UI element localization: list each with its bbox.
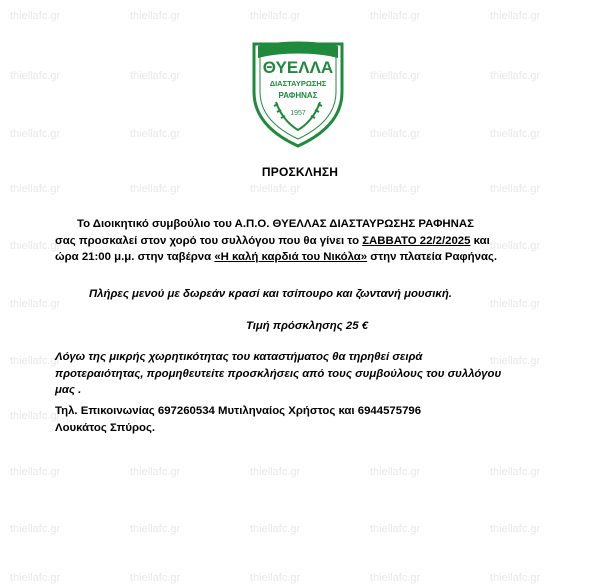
watermark: thiellafc.gr [10,355,61,367]
page-title: ΠΡΟΣΚΛΗΣΗ [261,165,339,179]
notice-line-1: Λόγω της μικρής χωρητικότητας του καταστήματος θα τηρηθεί σειρά [55,351,423,363]
watermark: thiellafc.gr [250,572,301,584]
watermark: thiellafc.gr [250,183,301,195]
intro-line-3 [55,249,497,266]
watermark: thiellafc.gr [370,70,421,82]
intro-text: ώρα 21:00 μ.μ. στην ταβέρνα [55,251,215,263]
club-crest-logo [250,40,346,148]
watermark: thiellafc.gr [490,298,541,310]
event-date: ΣΑΒΒΑΤΟ 22/2/2025 [362,234,471,247]
logo-line1: ΔΙΑΣΤΑΥΡΩΣΗΣ [269,79,327,88]
notice-paragraph [55,349,501,399]
intro-paragraph [55,216,497,266]
watermark: thiellafc.gr [490,128,541,140]
watermark: thiellafc.gr [370,183,421,195]
watermark: thiellafc.gr [490,240,541,252]
watermark: thiellafc.gr [10,466,61,478]
watermark: thiellafc.gr [490,10,541,22]
watermark: thiellafc.gr [490,355,541,367]
watermark: thiellafc.gr [130,572,181,584]
logo-line2: ΡΑΦΗΝΑΣ [278,91,318,100]
watermark: thiellafc.gr [10,10,61,22]
watermark: thiellafc.gr [490,572,541,584]
watermark: thiellafc.gr [250,523,301,535]
watermark: thiellafc.gr [10,410,61,422]
watermark: thiellafc.gr [10,240,61,252]
watermark: thiellafc.gr [10,183,61,195]
watermark: thiellafc.gr [490,70,541,82]
watermark: thiellafc.gr [370,128,421,140]
watermark: thiellafc.gr [10,298,61,310]
intro-line-1: Το Διοικητικό συμβούλιο του Α.Π.Ο. ΘΥΕΛΛΑΣ ΔΙΑΣΤΑΥΡΩΣΗΣ ΡΑΦΗΝΑΣ [77,218,474,230]
watermark: thiellafc.gr [490,183,541,195]
watermark: thiellafc.gr [370,10,421,22]
notice-line-3: μας . [55,384,82,396]
intro-text: και [470,234,490,247]
watermark: thiellafc.gr [250,10,301,22]
intro-text: στην πλατεία Ραφήνας. [367,251,498,263]
logo-name: ΘΥΕΛΛΑ [262,58,334,77]
watermark: thiellafc.gr [10,70,61,82]
intro-line-2 [55,233,497,250]
event-venue: «Η καλή καρδιά του Νικόλα» [214,251,368,263]
watermark: thiellafc.gr [130,70,181,82]
watermark: thiellafc.gr [130,523,181,535]
contact-paragraph [55,403,421,436]
watermark: thiellafc.gr [250,466,301,478]
price-line: Τιμή πρόσκλησης 25 € [246,320,369,332]
notice-line-2: προτεραιότητας, προμηθευτείτε προσκλήσεις από τους συμβούλους του συλλόγου [55,367,502,380]
watermark: thiellafc.gr [130,10,181,22]
watermark: thiellafc.gr [370,466,421,478]
contact-line-1: Τηλ. Επικοινωνίας 697260534 Μυτιληναίος Χρήστος και 6944575796 [55,405,422,417]
watermark: thiellafc.gr [10,572,61,584]
watermark: thiellafc.gr [370,572,421,584]
watermark: thiellafc.gr [130,128,181,140]
watermark: thiellafc.gr [10,128,61,140]
logo-year: 1957 [290,110,306,117]
watermark: thiellafc.gr [490,523,541,535]
watermark: thiellafc.gr [490,466,541,478]
watermark: thiellafc.gr [130,466,181,478]
contact-line-2: Λουκάτος Σπύρος. [55,421,156,434]
watermark: thiellafc.gr [370,523,421,535]
watermark: thiellafc.gr [130,183,181,195]
watermark: thiellafc.gr [10,523,61,535]
intro-text: σας προσκαλεί στον χορό του συλλόγου που θα γίνει το [55,234,363,247]
menu-line: Πλήρες μενού με δωρεάν κρασί και τσίπουρο και ζωντανή μουσική. [89,288,452,300]
